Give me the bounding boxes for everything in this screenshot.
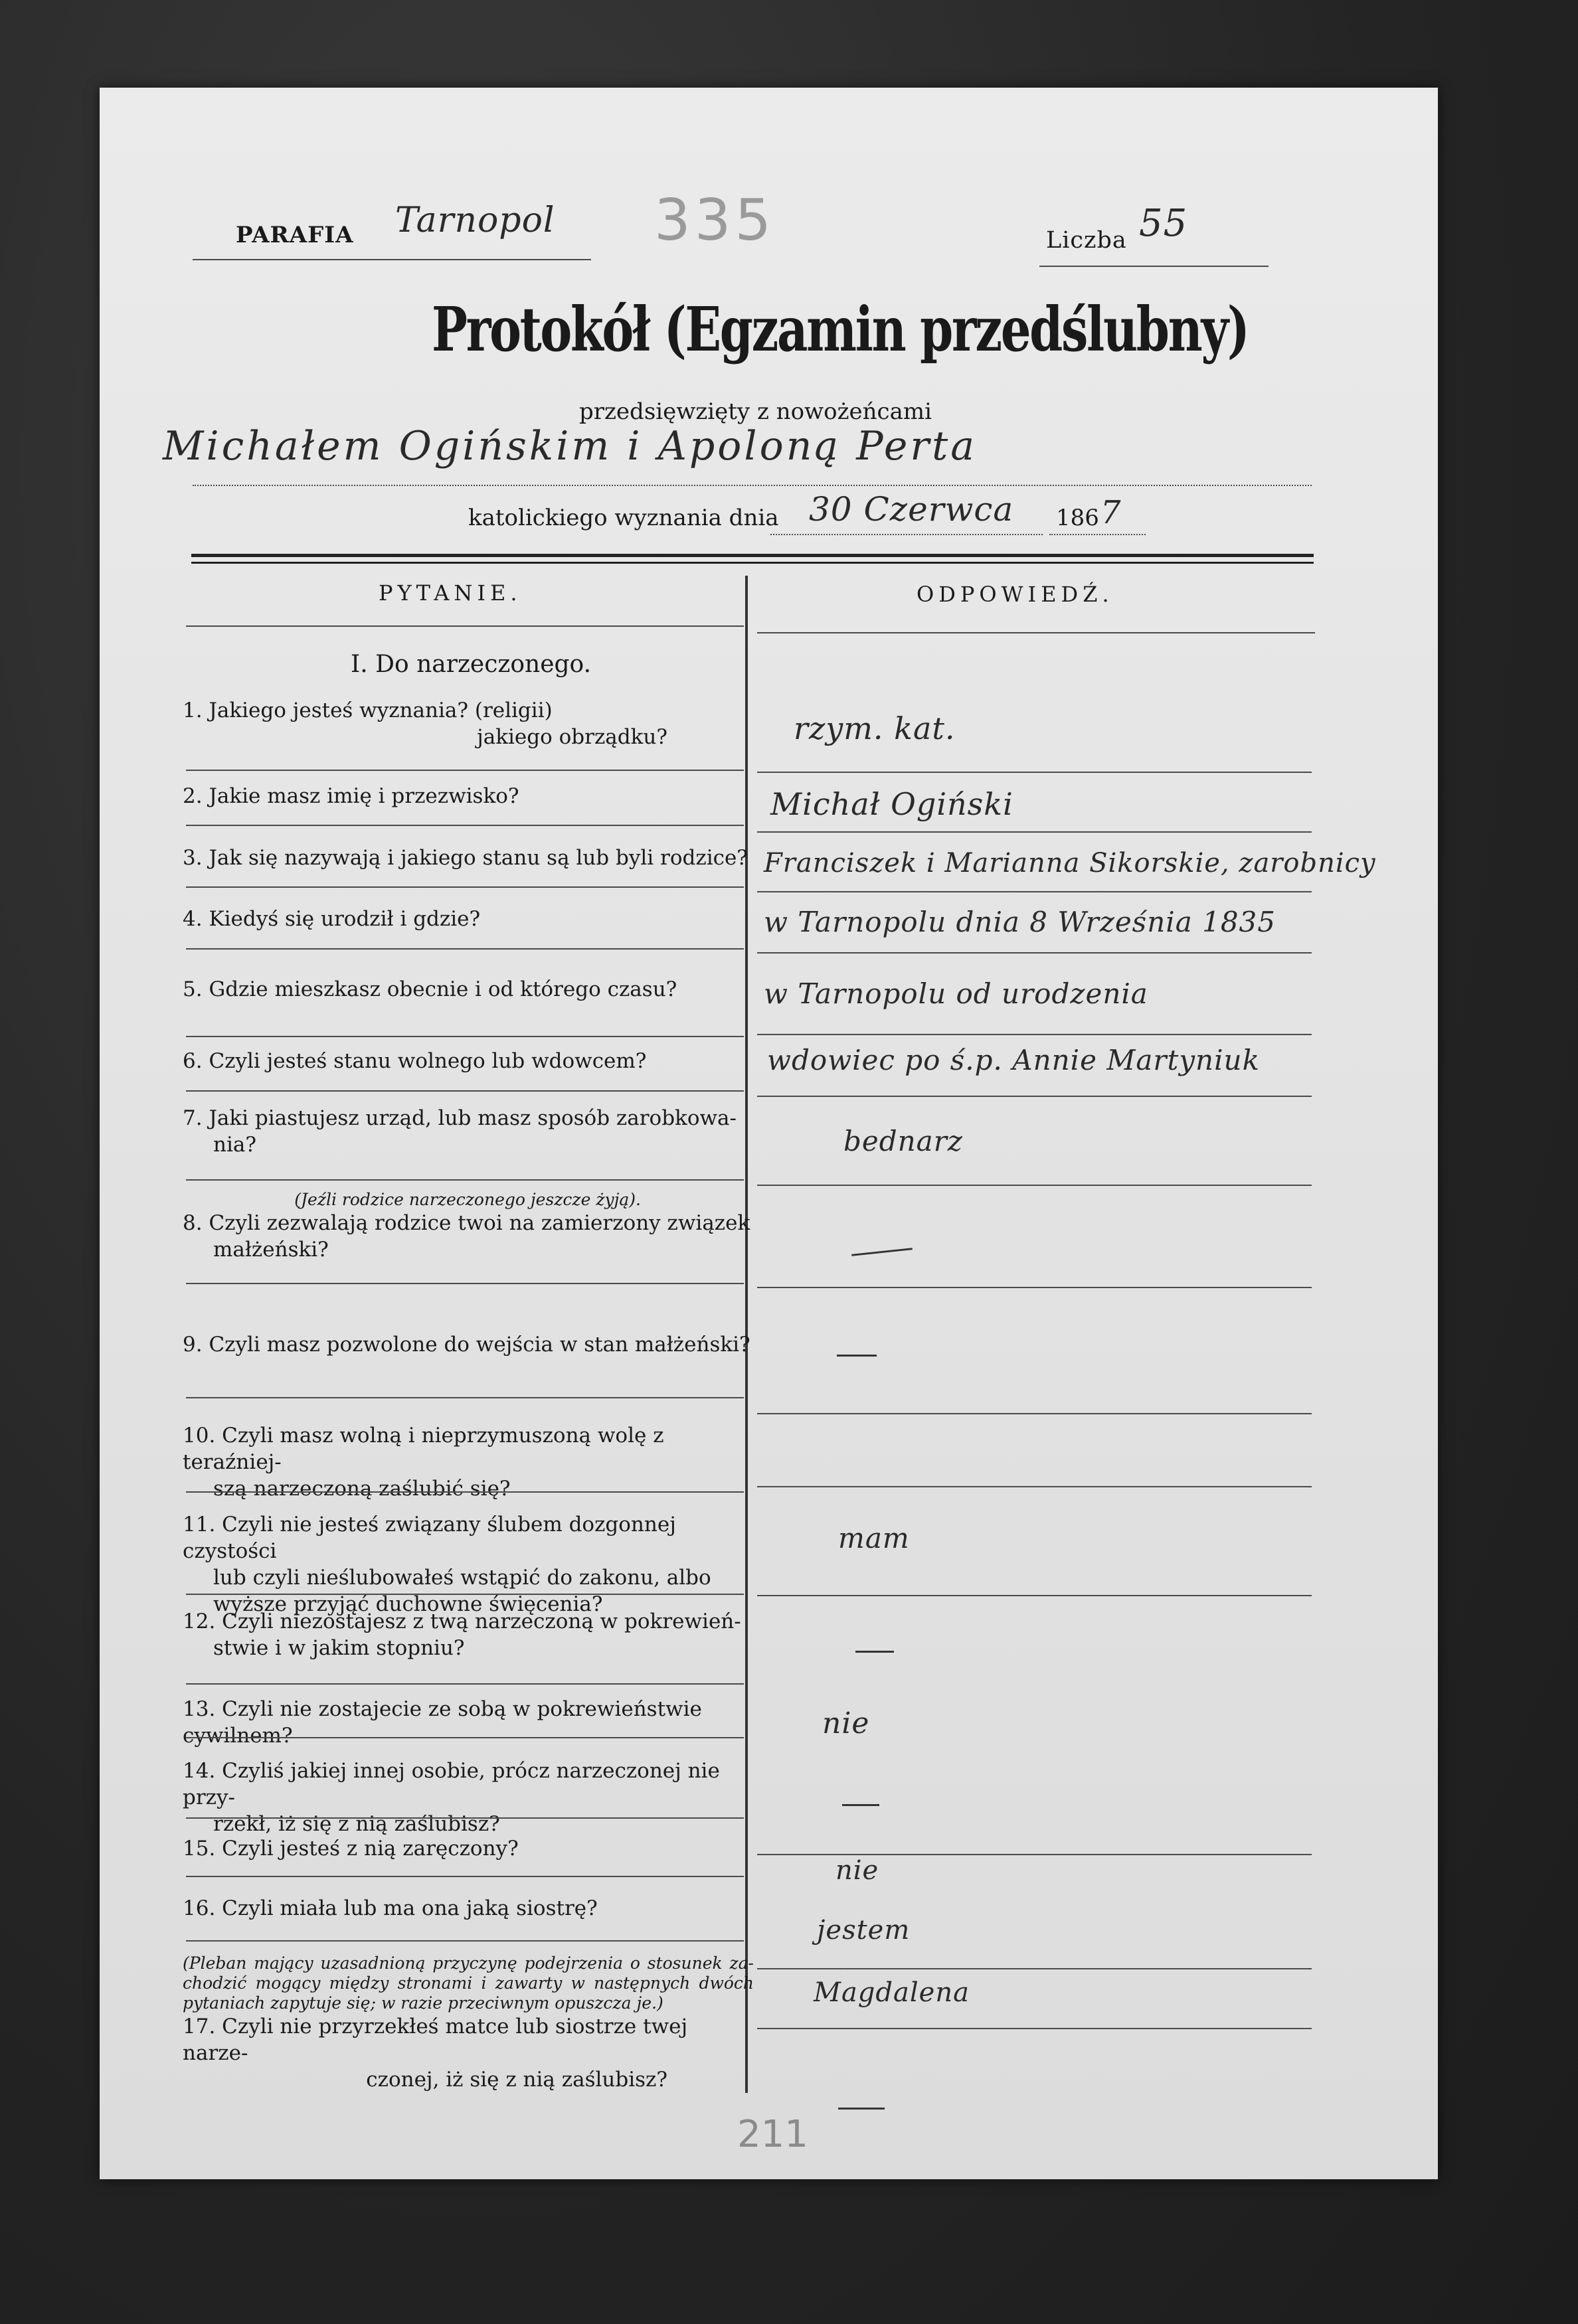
date-underline [770,534,1043,535]
row-rule-6 [186,1090,744,1092]
row-rule-10 [186,1491,744,1493]
footer-pencil-number: 211 [737,2113,808,2156]
answer-rule-14 [757,1854,1312,1855]
answer-7: bednarz [843,1125,963,1157]
form-title: Protokół (Egzamin przedślubny) [432,293,1249,365]
answer-16: Magdalena [814,1977,970,2008]
parafia-value: Tarnopol [395,201,555,240]
pencil-number: 335 [654,187,776,254]
row-rule-9 [186,1397,744,1398]
answer-5: w Tarnopolu od urodzenia [764,977,1148,1010]
row-rule-11 [186,1594,744,1595]
answer-rule-3 [757,891,1312,892]
liczba-value: 55 [1139,202,1188,245]
answer-9-dash [837,1355,877,1357]
answer-rule-16 [757,2028,1312,2029]
date-value: 30 Czerwca [809,490,1014,529]
question-2: 2. Jakie masz imię i przezwisko? [183,784,519,808]
date-prefix: katolickiego wyznania dnia [468,505,779,531]
couple-names: Michałem Ogińskim i Apoloną Perta [163,423,977,469]
row-rule-3 [186,886,744,888]
answer-1: rzym. kat. [794,710,956,746]
double-rule-bottom [191,562,1314,564]
column-header-question: PYTANIE. [379,580,522,606]
answer-rule-4 [757,952,1312,954]
row-rule-7 [186,1179,744,1181]
answer-15: jestem [817,1915,911,1946]
question-1: 1. Jakiego jesteś wyznania? (religii) jakiego obrządku? [183,699,667,749]
year-written: 7 [1100,494,1122,531]
answer-rule-10 [757,1486,1312,1487]
answer-rule-2 [757,831,1312,833]
year-printed: 186 [1056,505,1099,531]
answer-4: w Tarnopolu dnia 8 Września 1835 [764,906,1276,938]
question-15: 15. Czyli jesteś z nią zaręczony? [183,1837,519,1861]
question-16: 16. Czyli miała lub ma ona jaką siostrę? [183,1896,598,1920]
form-page [100,88,1438,2179]
question-4: 4. Kiedyś się urodził i gdzie? [183,907,481,931]
double-rule-top [191,554,1314,557]
row-rule-4 [186,948,744,950]
liczba-label: Liczba [1046,227,1127,254]
colhead-rule-right [757,632,1315,633]
answer-11-dash [855,1651,894,1653]
answer-13-dash [842,1804,879,1806]
section-title: I. Do narzeczonego. [351,651,592,678]
row-rule-14 [186,1817,744,1819]
row-rule-13 [186,1737,744,1738]
answer-rule-15 [757,1968,1312,1969]
parafia-label: PARAFIA [236,222,354,248]
answer-12: nie [822,1706,870,1740]
answer-rule-9 [757,1413,1312,1414]
row-rule-12 [186,1683,744,1685]
row-rule-5 [186,1036,744,1037]
question-12: 12. Czyli niezostajesz z twą narzeczoną w pokrewień- stwie i w jakim stopniu? [183,1610,741,1660]
answer-rule-1 [757,772,1312,773]
question-13: 13. Czyli nie zostajecie ze sobą w pokrewieństwie cywilnem? [183,1697,702,1748]
column-header-answer: ODPOWIEDŹ. [917,582,1114,607]
year-underline [1049,534,1146,535]
question-17: (Pleban mający uzasadnioną przyczynę podejrzenia o stosunek za- chodzić mogący między stronami i zawarty w następnych dwóch pytaniach zapytuje się; w razie przeciwnym opuszcza je.) 17. Czyli nie przyrzekłeś matce lub siostrze twej narze- czonej, iż się z nią zaślubisz? [183,1953,754,2092]
answer-rule-6 [757,1096,1312,1097]
question-10: 10. Czyli masz wolną i nieprzymuszoną wolę z teraźniej- szą narzeczoną zaślubić się? [183,1424,664,1501]
parafia-underline [193,259,591,260]
form-subtitle: przedsięwzięty z nowożeńcami [579,398,932,425]
answer-14: nie [835,1855,879,1886]
names-underline [193,485,1312,486]
question-7: 7. Jaki piastujesz urząd, lub masz sposób zarobkowa- nia? [183,1106,737,1157]
answer-10: mam [838,1522,910,1554]
question-6: 6. Czyli jesteś stanu wolnego lub wdowcem? [183,1049,647,1073]
answer-rule-8 [757,1287,1312,1288]
answer-rule-5 [757,1034,1312,1035]
answer-8-dash [851,1248,913,1256]
row-rule-1 [186,770,744,771]
answer-17-dash [838,2108,885,2110]
question-3: 3. Jak się nazywają i jakiego stanu są lub byli rodzice? [183,846,748,870]
answer-6: wdowiec po ś.p. Annie Martyniuk [767,1044,1261,1076]
question-14: 14. Czyliś jakiej innej osobie, prócz narzeczonej nie przy- rzekł, iż się z nią zaślubisz? [183,1759,720,1836]
question-5: 5. Gdzie mieszkasz obecnie i od którego czasu? [183,977,677,1001]
row-rule-8 [186,1283,744,1284]
answer-3: Franciszek i Marianna Sikorskie, zarobnicy [764,848,1376,878]
answer-rule-7 [757,1185,1312,1186]
answer-2: Michał Ogiński [770,786,1013,822]
row-rule-16 [186,1940,744,1942]
question-11: 11. Czyli nie jesteś związany ślubem dozgonnej czystości lub czyli nieślubowałeś wstąpić do zakonu, albo wyższe przyjąć duchowne święcenia? [183,1513,711,1616]
question-9: 9. Czyli masz pozwolone do wejścia w stan małżeński? [183,1333,750,1357]
row-rule-2 [186,825,744,826]
colhead-rule-left [186,625,744,627]
liczba-underline [1039,266,1269,267]
answer-rule-11 [757,1595,1312,1596]
question-8: (Jeźli rodzice narzeczonego jeszcze żyją). 8. Czyli zezwalają rodzice twoi na zamierzony związek małżeński? [183,1190,750,1262]
row-rule-15 [186,1876,744,1877]
